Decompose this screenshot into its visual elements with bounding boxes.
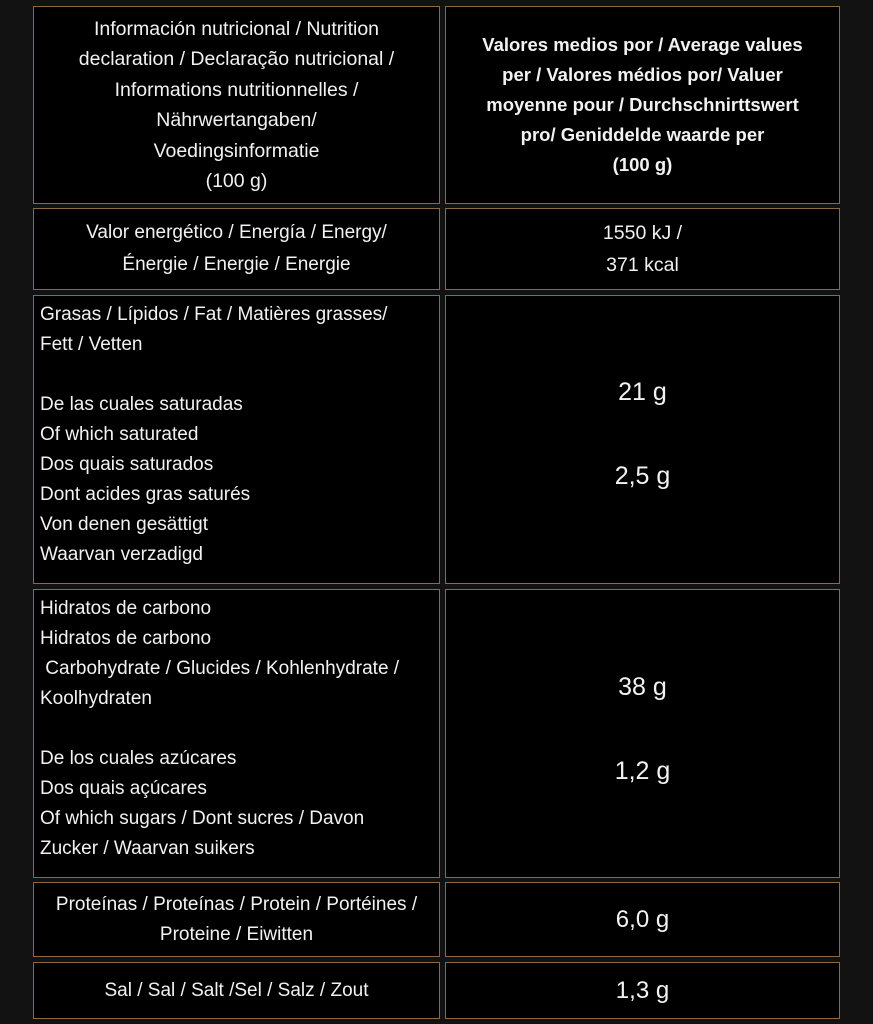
- energy-label-line: Valor energético / Energía / Energy/: [86, 222, 387, 243]
- protein-label-line: Proteínas / Proteínas / Protein / Portéines /: [55, 893, 418, 915]
- carbs-label-line: De los cuales azúcares: [40, 748, 237, 769]
- protein-label-line: Proteine / Eiwitten: [159, 923, 314, 945]
- carbs-label-line: Hidratos de carbono: [40, 628, 212, 649]
- carbs-label-line: Dos quais açúcares: [40, 778, 207, 799]
- carbs-label-line: Zucker / Waarvan suikers: [40, 838, 255, 859]
- energy-value-cell: [445, 208, 840, 290]
- protein-label-cell: [33, 882, 440, 957]
- header-label-line: Nährwertangaben/: [156, 109, 317, 131]
- fat-label-line: Grasas / Lípidos / Fat / Matières grasses/: [40, 304, 388, 325]
- protein-value: 6,0 g: [615, 905, 670, 933]
- fat-label-spacer: [40, 360, 439, 390]
- salt-label: Sal / Sal / Salt /Sel / Salz / Zout: [104, 979, 369, 1001]
- fat-label-line: De las cuales saturadas: [40, 394, 243, 415]
- carbs-label-line: Carbohydrate / Glucides / Kohlenhydrate /: [40, 658, 400, 679]
- header-value-line: Valores medios por / Average values: [482, 34, 803, 55]
- carbs-value: 38 g: [618, 673, 667, 701]
- energy-value-kcal: 371 kcal: [606, 254, 679, 276]
- fat-label-cell: [33, 295, 440, 584]
- header-value-line: moyenne pour / Durchschnirttswert: [486, 94, 799, 115]
- header-value-cell: [445, 6, 840, 204]
- energy-value-kj: 1550 kJ /: [602, 222, 683, 244]
- protein-value-cell: [445, 882, 840, 957]
- sugars-value: 1,2 g: [614, 757, 671, 785]
- carbs-label-spacer: [40, 714, 439, 744]
- carbs-label-line: Of which sugars / Dont sucres / Davon: [40, 808, 365, 829]
- energy-label-cell: [33, 208, 440, 290]
- fat-label-line: Fett / Vetten: [40, 334, 143, 355]
- carbs-label-line: Koolhydraten: [40, 688, 152, 709]
- salt-value: 1,3 g: [615, 976, 670, 1004]
- header-label-line: declaration / Declaração nutricional /: [78, 48, 395, 70]
- fat-label-line: Of which saturated: [40, 424, 199, 445]
- header-value-line: per / Valores médios por/ Valuer: [502, 64, 783, 85]
- saturated-fat-value: 2,5 g: [614, 462, 671, 490]
- carbs-value-cell: [445, 589, 840, 878]
- salt-label-cell: [33, 962, 440, 1019]
- header-value-line: (100 g): [612, 154, 673, 175]
- header-label-line: (100 g): [205, 170, 268, 192]
- header-label-line: Información nutricional / Nutrition: [93, 17, 380, 40]
- energy-label-line: Énergie / Energie / Energie: [122, 254, 351, 275]
- carbs-label-cell: [33, 589, 440, 878]
- header-label-line: Informations nutritionnelles /: [114, 78, 359, 101]
- salt-value-cell: [445, 962, 840, 1019]
- fat-label-line: Dos quais saturados: [40, 454, 214, 475]
- fat-value: 21 g: [618, 378, 667, 406]
- header-value-line: pro/ Geniddelde waarde per: [520, 124, 765, 145]
- carbs-label-line: Hidratos de carbono: [40, 598, 212, 619]
- fat-value-cell: [445, 295, 840, 584]
- fat-label-line: Von denen gesättigt: [40, 514, 208, 535]
- header-label-line: Voedingsinformatie: [153, 139, 320, 162]
- header-label-cell: [33, 6, 440, 204]
- fat-label-line: Waarvan verzadigd: [40, 544, 203, 565]
- fat-label-line: Dont acides gras saturés: [40, 484, 251, 505]
